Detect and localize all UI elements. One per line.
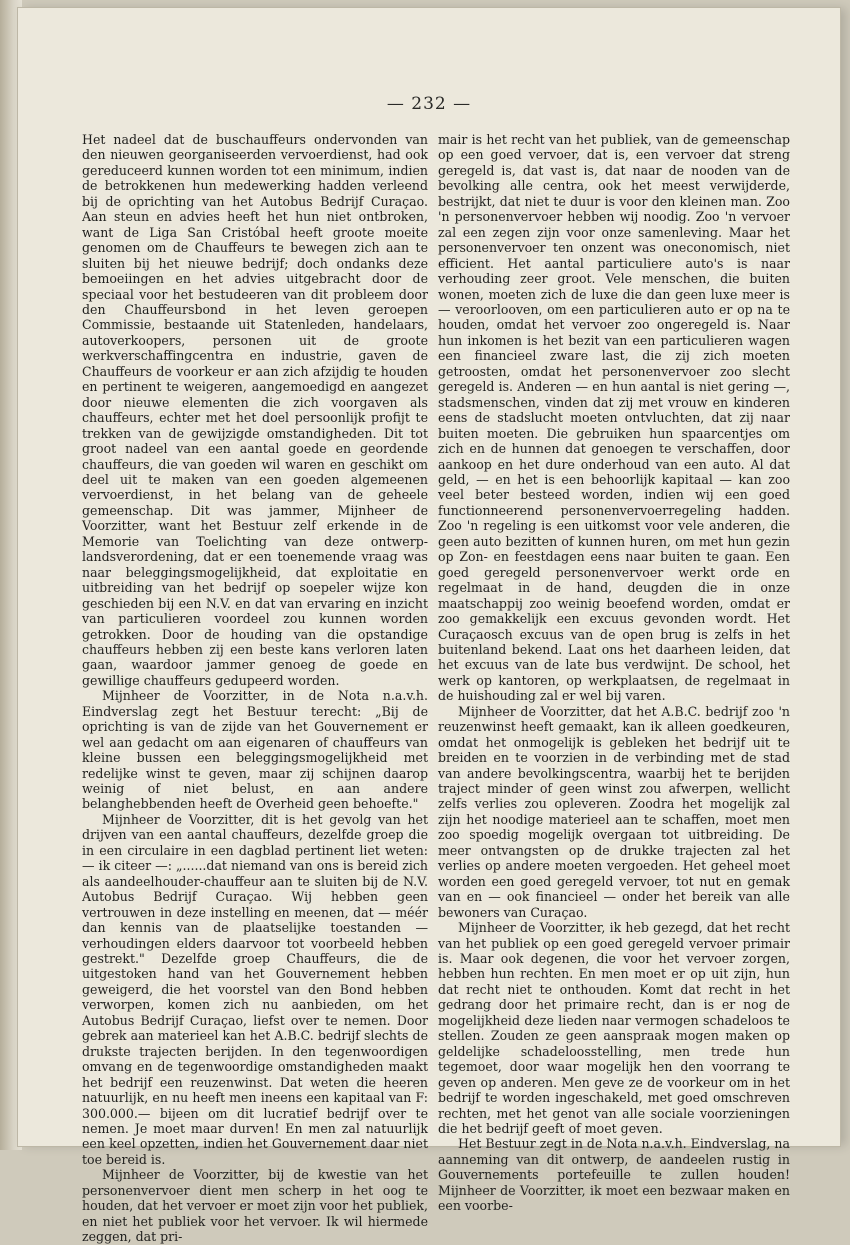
paragraph: Mijnheer de Voorzitter, in de Nota n.a.v.h. Eindverslag zegt het Bestuur terecht: „Bij de oprichting is van de zijde van het Gouvernement er wel aan gedacht om aan eigenaren of chauffeurs van kleine bussen een beleggingsmogelijkheid met redelijke winst te geven, maar zij schijnen daarop weinig of niet belust, en aan andere belanghebbenden heeft de Overheid geen behoefte.": [82, 688, 428, 812]
document-page: [18, 8, 840, 1245]
right-column: [438, 132, 790, 1214]
paragraph: mair is het recht van het publiek, van de gemeenschap op een goed vervoer, dat is, een vervoer dat streng geregeld is, dat vast is, dat naar de nooden van de bevolking alle centra, ook het meest verwijderde, bestrijkt, dat niet te duur is voor den kleinen man. Zoo 'n personenvervoer hebben wij noodig. Zoo 'n vervoer zal een zegen zijn voor onze samenleving. Maar het personenvervoer ten onzent was oneconomisch, niet efficient. Het aantal particuliere auto's is naar verhouding zeer groot. Vele menschen, die buiten wonen, moeten zich de luxe die dan geen luxe meer is — veroorlooven, om een particulieren auto er op na te houden, omdat het vervoer zoo ongeregeld is. Naar hun inkomen is het bezit van een particulieren wagen een financieel zware last, die zij zich moeten getroosten, omdat het personenvervoer zoo slecht geregeld is. Anderen — en hun aantal is niet gering —, stadsmenschen, vinden dat zij met vrouw en kinderen eens de stadslucht moeten ontvluchten, dat zij naar buiten moeten. Die gebruiken hun spaarcentjes om zich en de hunnen dat genoegen te verschaffen, door aankoop en het dure onderhoud van een auto. Al dat geld, — en het is een behoorlijk kapitaal — kan zoo veel beter besteed worden, indien wij een goed functionneerend personenvervoerregeling hadden. Zoo 'n regeling is een uitkomst voor vele anderen, die geen auto bezitten of kunnen huren, om met hun gezin op Zon- en feestdagen eens naar buiten te gaan. Een goed geregeld personenvervoer werkt orde en regelmaat in de hand, deugden die in onze maatschappij zoo weinig beoefend worden, omdat er zoo gemakkelijk een excuus gevonden wordt. Het Curaçaosch excuus van de open brug is zelfs in het buitenland bekend. Laat ons het daarheen leiden, dat het excuus van de late bus verdwijnt. De school, het werk op kantoren, op werkplaatsen, de regelmaat in de huishouding zal er wel bij varen.: [438, 132, 790, 704]
paragraph: Mijnheer de Voorzitter, dat het A.B.C. bedrijf zoo 'n reuzenwinst heeft gemaakt, kan ik alleen goedkeuren, omdat het onmogelijk is gebleken het bedrijf uit te breiden en te voorzien in de verbinding met de stad van andere bevolkingscentra, waarbij het te berijden traject minder of geen winst zou afwerpen, wellicht zelfs verlies zou opleveren. Zoodra het mogelijk zal zijn het noodige materieel aan te schaffen, moet men zoo spoedig mogelijk overgaan tot uitbreiding. De meer ontvangsten op de drukke trajecten zal het verlies op andere moeten vergoeden. Het geheel moet worden een goed geregeld vervoer, tot nut en gemak van en — ook financieel — onder het bereik van alle bewoners van Curaçao.: [438, 703, 790, 920]
paragraph: Het Bestuur zegt in de Nota n.a.v.h. Eindverslag, na aanneming van dit ontwerp, de aandeelen rustig in Gouvernements portefeuille te zullen houden! Mijnheer de Voorzitter, ik moet een bezwaar maken en een voorbe-: [438, 1136, 790, 1214]
left-column: [82, 132, 428, 1245]
paragraph: Het nadeel dat de buschauffeurs ondervonden van den nieuwen georganiseerden vervoerdienst, had ook gereduceerd kunnen worden tot een minimum, indien de betrokkenen hun medewerking hadden verleend bij de oprichting van het Autobus Bedrijf Curaçao. Aan steun en advies heeft het hun niet ontbroken, want de Liga San Cristóbal heeft groote moeite genomen om de Chauffeurs te bewegen zich aan te sluiten bij het nieuwe bedrijf; doch ondanks deze bemoeiingen en het advies uitgebracht door de speciaal voor het bestudeeren van dit probleem door den Chauffeursbond in het leven geroepen Commissie, bestaande uit Statenleden, handelaars, autoverkoopers, personen uit de groote werkverschaffingcentra en industrie, gaven de Chauffeurs de voorkeur er aan zich afzijdig te houden en pertinent te weigeren, aangemoedigd en aangezet door nieuwe elementen die zich voorgaven als chauffeurs, echter met het doel persoonlijk profijt te trekken van de gewijzigde omstandigheden. Dit tot groot nadeel van een aantal goede en geordende chauffeurs, die van goeden wil waren en geschikt om deel uit te maken van een goeden algemeenen vervoerdienst, in het belang van de geheele gemeenschap. Dit was jammer, Mijnheer de Voorzitter, want het Bestuur zelf erkende in de Memorie van Toelichting van deze ontwerp-landsverordening, dat er een toenemende vraag was naar beleggingsmogelijkheid, dat exploitatie en uitbreiding van het bedrijf op soepeler wijze kon geschieden bij een N.V. en dat van ervaring en inzicht van particulieren voordeel zou kunnen worden getrokken. Door de houding van die opstandige chauffeurs hebben zij een beste kans verloren laten gaan, waardoor jammer genoeg de goede en gewillige chauffeurs gedupeerd worden.: [82, 132, 428, 688]
page-number: — 232 —: [386, 94, 472, 114]
paragraph: Mijnheer de Voorzitter, ik heb gezegd, dat het recht van het publiek op een goed geregeld vervoer primair is. Maar ook degenen, die voor het vervoer zorgen, hebben hun rechten. En men moet er op uit zijn, hun dat recht niet te onthouden. Komt dat recht in het gedrang door het primaire recht, dan is er nog de mogelijkheid deze lieden naar vermogen schadeloos te stellen. Zouden ze geen aanspraak mogen maken op geldelijke schadeloosstelling, men trede hun tegemoet, door waar mogelijk hen den voorrang te geven op anderen. Men geve ze de voorkeur om in het bedrijf te worden ingeschakeld, met goed omschreven rechten, met het genot van alle sociale voorzieningen die het bedrijf geeft of moet geven.: [438, 920, 790, 1136]
paragraph: Mijnheer de Voorzitter, dit is het gevolg van het drijven van een aantal chauffeurs, dezelfde groep die in een circulaire in een dagblad pertinent liet weten: — ik citeer —: „......dat niemand van ons is bereid zich als aandeelhouder-chauffeur aan te sluiten bij de N.V. Autobus Bedrijf Curaçao. Wij hebben geen vertrouwen in deze instelling en meenen, dat — méér dan kennis van de plaatselijke toestanden — verhoudingen elders daarvoor tot voorbeeld hebben gestrekt." Dezelfde groep Chauffeurs, die de uitgestoken hand van het Gouvernement hebben geweigerd, die het voorstel van den Bond hebben verworpen, komen zich nu aanbieden, om het Autobus Bedrijf Curaçao, liefst over te nemen. Door gebrek aan materieel kan het A.B.C. bedrijf slechts de drukste trajecten berijden. In den tegenwoordigen omvang en de tegenwoordige omstandigheden maakt het bedrijf een reuzenwinst. Dat weten die heeren natuurlijk, en nu heeft men ineens een kapitaal van F: 300.000.— bijeen om dit lucratief bedrijf over te nemen. Je moet maar durven! En men zal natuurlijk een keel opzetten, indien het Gouvernement daar niet toe bereid is.: [82, 811, 428, 1167]
paragraph: Mijnheer de Voorzitter, bij de kwestie van het personenvervoer dient men scherp in het oog te houden, dat het vervoer er moet zijn voor het publiek, en niet het publiek voor het vervoer. Ik wil hiermede zeggen, dat pri-: [82, 1167, 428, 1245]
